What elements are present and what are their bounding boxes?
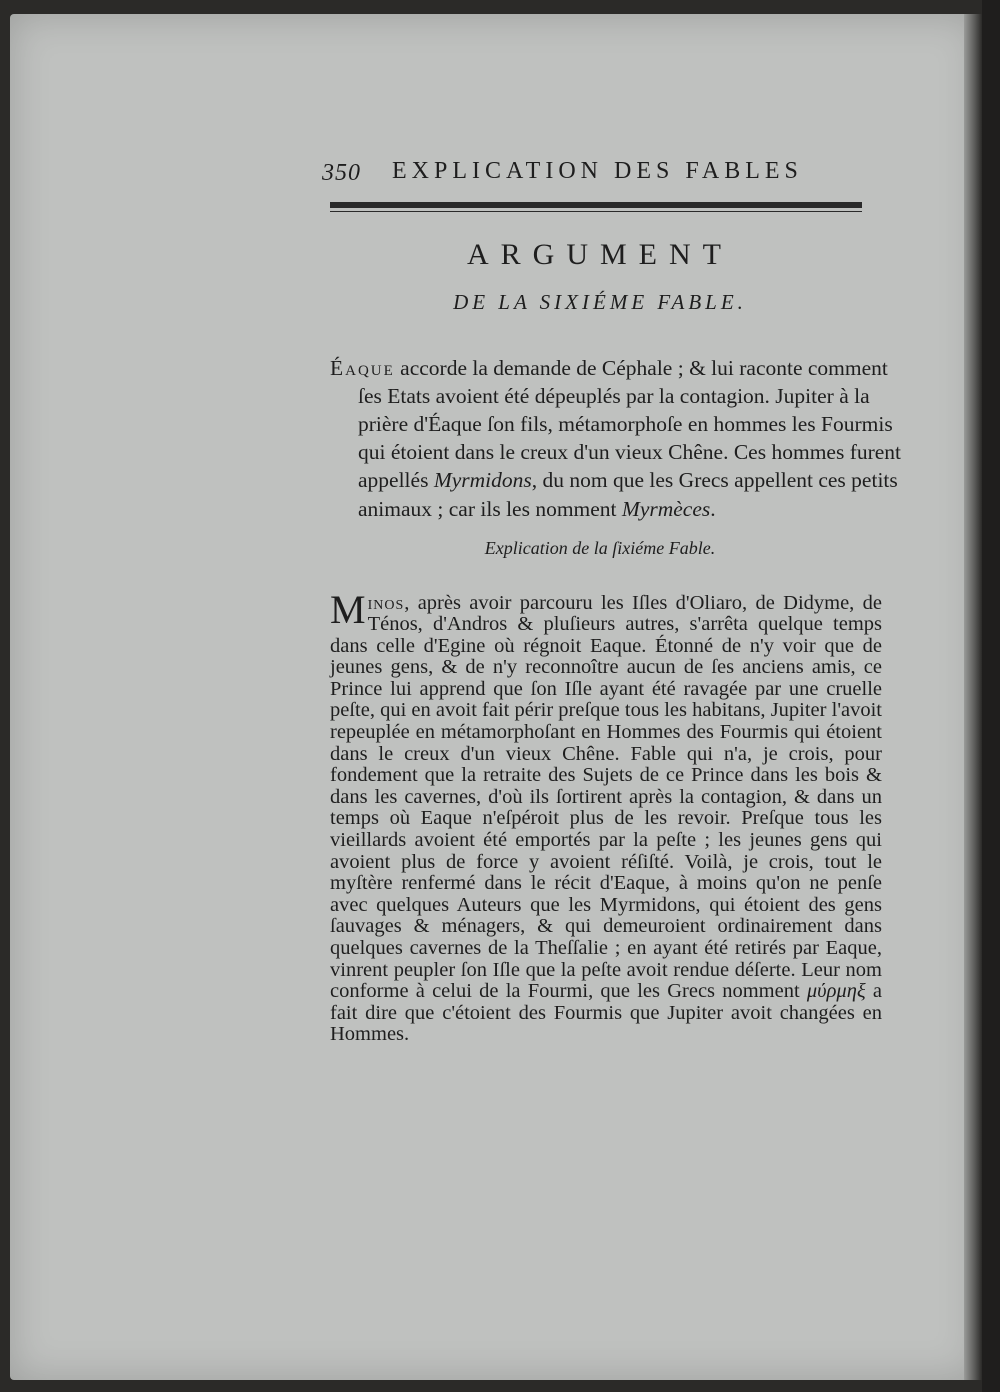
argument-name-2: Myrmèces <box>621 496 711 521</box>
page-edge <box>982 0 1000 1392</box>
argument-text-3: . <box>710 496 716 521</box>
explication-lead-word: inos <box>367 591 405 614</box>
explication-title: Explication de la ſixiéme Fable. <box>484 538 716 558</box>
explication-text-2: a fait dire que c'étoient des Fourmis que Jupiter avoit changées en Hommes. <box>330 980 882 1046</box>
argument-lead-word: Éaque <box>330 355 395 380</box>
page-number: 350 <box>322 160 361 186</box>
header-rule-thin <box>330 211 862 212</box>
argument-title: ARGUMENT <box>467 238 733 271</box>
explication-text-1: , après avoir parcouru les Iſles d'Oliaro, de Didyme, de Ténos, d'Andros & pluſieurs autres, s'arrêta quelque temps dans celle d'Egine où régnoit Eaque. Étonné de n'y voir que de jeunes gens, & de n'y reconnoître aucun de ſes anciens amis, ce Prince lui apprend que ſon Iſle ayant été ravagée par une cruelle peſte, qui en avoit fait périr preſque tous les habitans, Jupiter l'avoit repeuplée en métamorphoſant en Hommes des Fourmis qui étoient dans le creux d'un vieux Chêne. Fable qui n'a, je crois, pour fondement que la retraite des Sujets de ce Prince dans les bois & dans les cavernes, d'où ils ſortirent après la contagion, & dans un temps où Eaque n'eſpéroit plus de les revoir. Preſque tous les vieillards avoient été emportés par la peſte ; les jeunes gens qui avoient plus de force y avoient réſiſté. Voilà, je crois, tout le myſtère renfermé dans le récit d'Eaque, à moins qu'on ne penſe avec quelques Auteurs que les Myrmidons, qui étoient des gens ſauvages & ménagers, & qui demeuroient ordinairement dans quelques cavernes de la Theſſalie ; en ayant été retirés par Eaque, vinrent peupler ſon Iſle que la peſte avoit rendue déſerte. Leur nom conforme à celui de la Fourmi, que les Grecs nomment <box>330 591 882 1003</box>
drop-cap: M <box>330 586 366 632</box>
argument-paragraph <box>330 354 908 523</box>
running-title: EXPLICATION DES FABLES <box>392 158 803 184</box>
running-head <box>322 148 890 188</box>
book-gutter <box>964 14 982 1380</box>
argument-text-2: , du nom que les Grecs appellent ces petits animaux ; car ils les nomment <box>358 468 898 521</box>
argument-name-1: Myrmidons <box>433 468 532 493</box>
argument-subtitle: DE LA SIXIÉME FABLE. <box>453 290 747 314</box>
header-rule <box>330 202 862 208</box>
greek-word: μύρμηξ <box>806 980 866 1003</box>
argument-text-1: accorde la demande de Céphale ; & lui raconte comment ſes Etats avoient été dépeuplés par la contagion. Jupiter à la prière d'Éaque ſon fils, métamorphoſe en hommes les Fourmis qui étoient dans le creux d'un vieux Chêne. Ces hommes furent appellés <box>358 355 902 493</box>
explication-paragraph <box>330 586 882 1046</box>
